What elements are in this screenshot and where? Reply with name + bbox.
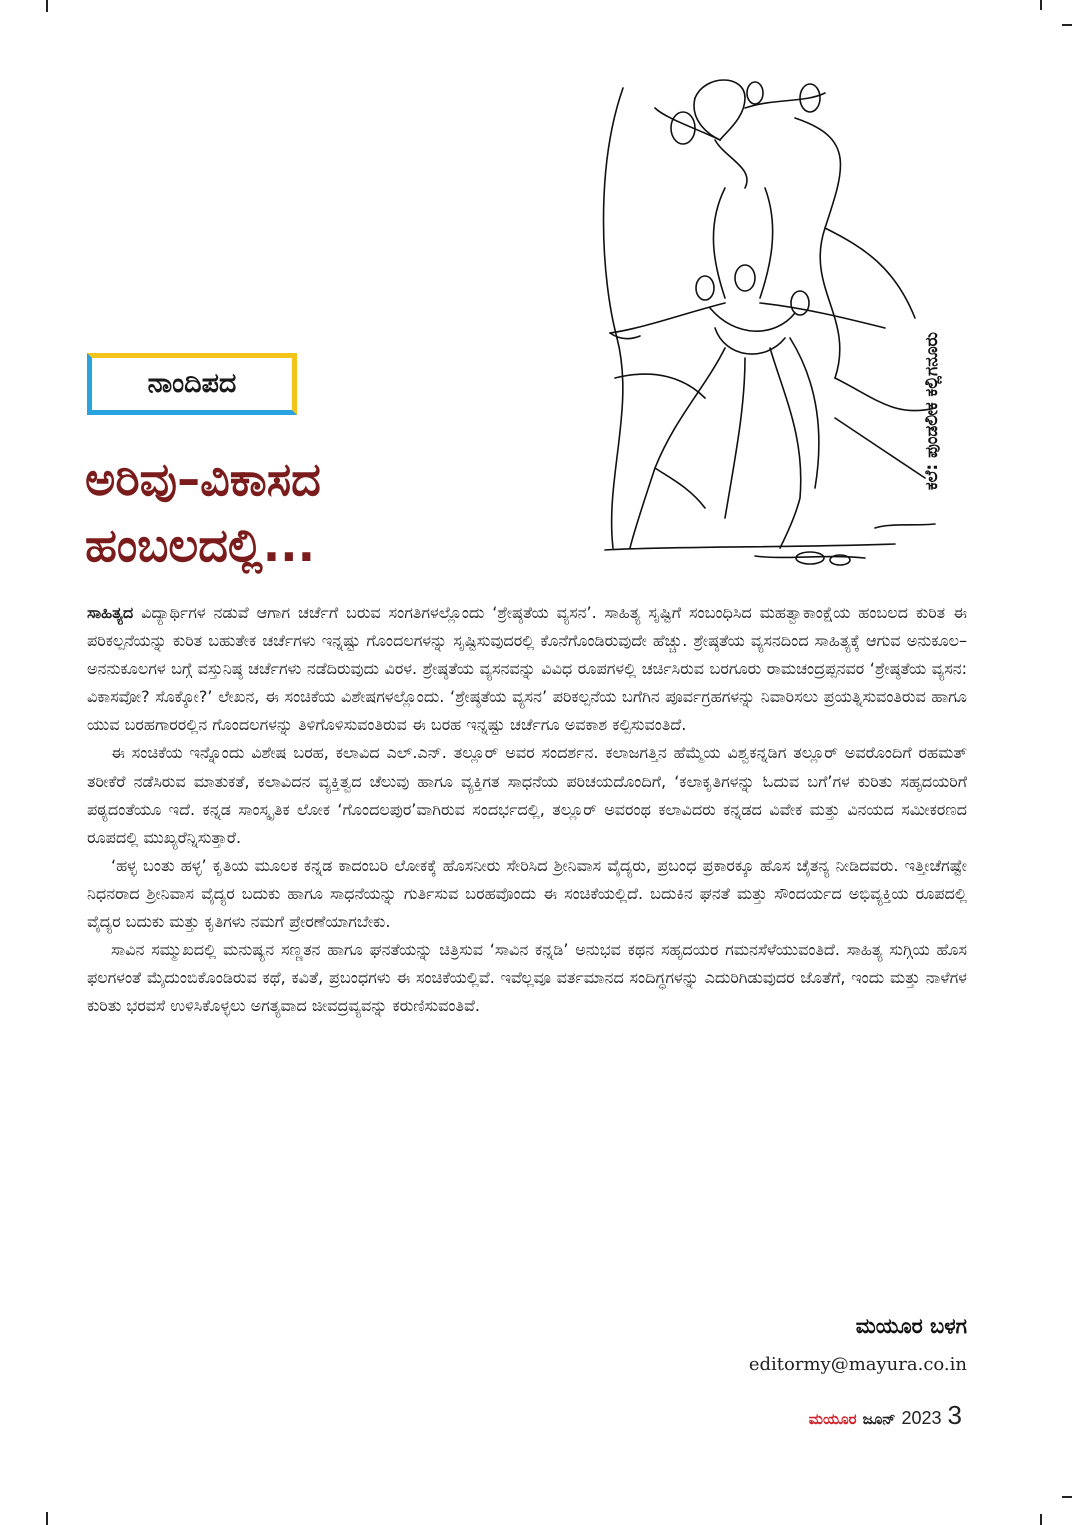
- paragraph-3: ‘ಹಳ್ಳ ಬಂತು ಹಳ್ಳ’ ಕೃತಿಯ ಮೂಲಕ ಕನ್ನಡ ಕಾದಂಬರಿ ಲೋಕಕ್ಕೆ ಹೊಸನೀರು ಸೇರಿಸಿದ ಶ್ರೀನಿವಾಸ ವೈದ್ಯರು, ಪ್ರಬಂಧ ಪ್ರಕಾರಕ್ಕೂ ಹೊಸ ಚೈತನ್ಯ ನೀಡಿದವರು. ಇತ್ತೀಚೆಗಷ್ಟೇ ನಿಧನರಾದ ಶ್ರೀನಿವಾಸ ವೈದ್ಯರ ಬದುಕು ಹಾಗೂ ಸಾಧನೆಯನ್ನು ಗುರ್ತಿಸುವ ಬರಹವೊಂದು ಈ ಸಂಚಿಕೆಯಲ್ಲಿದೆ. ಬದುಕಿನ ಘನತೆ ಮತ್ತು ಸೌಂದರ್ಯದ ಅಭಿವ್ಯಕ್ತಿಯ ರೂಪದಲ್ಲಿ ವೈದ್ಯರ ಬದುಕು ಮತ್ತು ಕೃತಿಗಳು ನಮಗೆ ಪ್ರೇರಣೆಯಾಗಬೇಕು.: [87, 855, 967, 932]
- article-body: [87, 599, 967, 1020]
- paragraph-1-text: ವಿದ್ಯಾರ್ಥಿಗಳ ನಡುವೆ ಆಗಾಗ ಚರ್ಚೆಗೆ ಬರುವ ಸಂಗತಿಗಳಲ್ಲೊಂದು ‘ಶ್ರೇಷ್ಠತೆಯ ವ್ಯಸನ’. ಸಾಹಿತ್ಯ ಸೃಷ್ಟಿಗೆ ಸಂಬಂಧಿಸಿದ ಮಹತ್ವಾಕಾಂಕ್ಷೆಯ ಹಂಬಲದ ಕುರಿತ ಈ ಪರಿಕಲ್ಪನೆಯನ್ನು ಕುರಿತ ಬಹುತೇಕ ಚರ್ಚೆಗಳು ಇನ್ನಷ್ಟು ಗೊಂದಲಗಳನ್ನು ಸೃಷ್ಟಿಸುವುದರಲ್ಲಿ ಕೊನೆಗೊಂಡಿರುವುದೇ ಹೆಚ್ಚು. ಶ್ರೇಷ್ಠತೆಯ ವ್ಯಸನದಿಂದ ಸಾಹಿತ್ಯಕ್ಕೆ ಆಗುವ ಅನುಕೂಲ–ಅನನುಕೂಲಗಳ ಬಗ್ಗೆ ವಸ್ತುನಿಷ್ಠ ಚರ್ಚೆಗಳು ನಡೆದಿರುವುದು ವಿರಳ. ಶ್ರೇಷ್ಠತೆಯ ವ್ಯಸನವನ್ನು ವಿವಿಧ ರೂಪಗಳಲ್ಲಿ ಚರ್ಚಿಸಿರುವ ಬರಗೂರು ರಾಮಚಂದ್ರಪ್ಪನವರ ‘ಶ್ರೇಷ್ಠತೆಯ ವ್ಯಸನ: ವಿಕಾಸವೋ? ಸೊಕ್ಕೋ?’ ಲೇಖನ, ಈ ಸಂಚಿಕೆಯ ವಿಶೇಷಗಳಲ್ಲೊಂದು. ‘ಶ್ರೇಷ್ಠತೆಯ ವ್ಯಸನ’ ಪರಿಕಲ್ಪನೆಯ ಬಗೆಗಿನ ಪೂರ್ವಗ್ರಹಗಳನ್ನು ನಿವಾರಿಸಲು ಪ್ರಯತ್ನಿಸುವಂತಿರುವ ಹಾಗೂ ಯುವ ಬರಹಗಾರರಲ್ಲಿನ ಗೊಂದಲಗಳನ್ನು ತಿಳಿಗೊಳಿಸುವಂತಿರುವ ಈ ಬರಹ ಇನ್ನಷ್ಟು ಚರ್ಚೆಗೂ ಅವಕಾಶ ಕಲ್ಪಿಸುವಂತಿದೆ.: [87, 603, 967, 735]
- headline-line-2: ಹಂಬಲದಲ್ಲಿ...: [85, 518, 316, 572]
- editor-email: editormy@mayura.co.in: [748, 1354, 967, 1375]
- page-footer: [809, 1400, 962, 1431]
- crop-mark-bottom-left: [46, 1512, 48, 1525]
- issue-year: 2023: [901, 1408, 942, 1428]
- page-number: 3: [947, 1400, 962, 1430]
- issue-month: ಜೂನ್: [862, 1410, 896, 1428]
- crop-mark-right-bottom: [1062, 1496, 1072, 1498]
- crop-mark-bottom-right: [1040, 1514, 1042, 1525]
- section-label: ನಾಂದಿಪದ: [147, 368, 237, 399]
- headline: [85, 446, 505, 578]
- crop-mark-right-top: [1062, 24, 1072, 26]
- signature: ಮಯೂರ ಬಳಗ: [855, 1314, 967, 1338]
- section-label-box: [87, 353, 297, 415]
- lead-word: ಸಾಹಿತ್ಯದ: [87, 603, 134, 622]
- artwork-credit: ಕಲೆ: ಪುಂಡಲೀಕ ಕಲ್ಲಿಗನೂರು: [922, 332, 942, 490]
- dancing-figure-line-drawing-icon: [595, 78, 945, 578]
- crop-mark-top-left: [46, 0, 48, 12]
- crop-mark-top-right: [1040, 0, 1042, 10]
- paragraph-2: ಈ ಸಂಚಿಕೆಯ ಇನ್ನೊಂದು ವಿಶೇಷ ಬರಹ, ಕಲಾವಿದ ಎಲ್.ಎನ್. ತಲ್ಲೂರ್ ಅವರ ಸಂದರ್ಶನ. ಕಲಾಜಗತ್ತಿನ ಹೆಮ್ಮೆಯ ವಿಶ್ವಕನ್ನಡಿಗ ತಲ್ಲೂರ್ ಅವರೊಂದಿಗೆ ರಹಮತ್ ತರೀಕೆರೆ ನಡೆಸಿರುವ ಮಾತುಕತೆ, ಕಲಾವಿದನ ವ್ಯಕ್ತಿತ್ವದ ಚೆಲುವು ಹಾಗೂ ವ್ಯಕ್ತಿಗತ ಸಾಧನೆಯ ಪರಿಚಯದೊಂದಿಗೆ, ‘ಕಲಾಕೃತಿಗಳನ್ನು ಓದುವ ಬಗೆ’ಗಳ ಕುರಿತು ಸಹೃದಯರಿಗೆ ಪಠ್ಯದಂತೆಯೂ ಇದೆ. ಕನ್ನಡ ಸಾಂಸ್ಕೃತಿಕ ಲೋಕ ‘ಗೊಂದಲಪುರ’ವಾಗಿರುವ ಸಂದರ್ಭದಲ್ಲಿ, ತಲ್ಲೂರ್ ಅವರಂಥ ಕಲಾವಿದರು ಕನ್ನಡದ ವಿವೇಕ ಮತ್ತು ವಿನಯದ ಸಮೀಕರಣದ ರೂಪದಲ್ಲಿ ಮುಖ್ಯರೆನ್ನಿಸುತ್ತಾರೆ.: [87, 743, 967, 847]
- paragraph-4: ಸಾವಿನ ಸಮ್ಮುಖದಲ್ಲಿ ಮನುಷ್ಯನ ಸಣ್ಣತನ ಹಾಗೂ ಘನತೆಯನ್ನು ಚಿತ್ರಿಸುವ ‘ಸಾವಿನ ಕನ್ನಡಿ’ ಅನುಭವ ಕಥನ ಸಹೃದಯರ ಗಮನಸೆಳೆಯುವಂತಿದೆ. ಸಾಹಿತ್ಯ ಸುಗ್ಗಿಯ ಹೊಸ ಫಲಗಳಂತೆ ಮೈದುಂಬಿಕೊಂಡಿರುವ ಕಥೆ, ಕವಿತೆ, ಪ್ರಬಂಧಗಳು ಈ ಸಂಚಿಕೆಯಲ್ಲಿವೆ. ಇವೆಲ್ಲವೂ ವರ್ತಮಾನದ ಸಂದಿಗ್ಧಗಳನ್ನು ಎದುರಿಗಿಡುವುದರ ಜೊತೆಗೆ, ಇಂದು ಮತ್ತು ನಾಳೆಗಳ ಕುರಿತು ಭರವಸೆ ಉಳಿಸಿಕೊಳ್ಳಲು ಅಗತ್ಯವಾದ ಜೀವದ್ರವ್ಯವನ್ನು ಕರುಣಿಸುವಂತಿವೆ.: [87, 940, 967, 1016]
- paragraph-1: [87, 599, 967, 739]
- headline-line-1: ಅರಿವು–ವಿಕಾಸದ: [85, 452, 321, 506]
- brand-name: ಮಯೂರ: [808, 1410, 857, 1428]
